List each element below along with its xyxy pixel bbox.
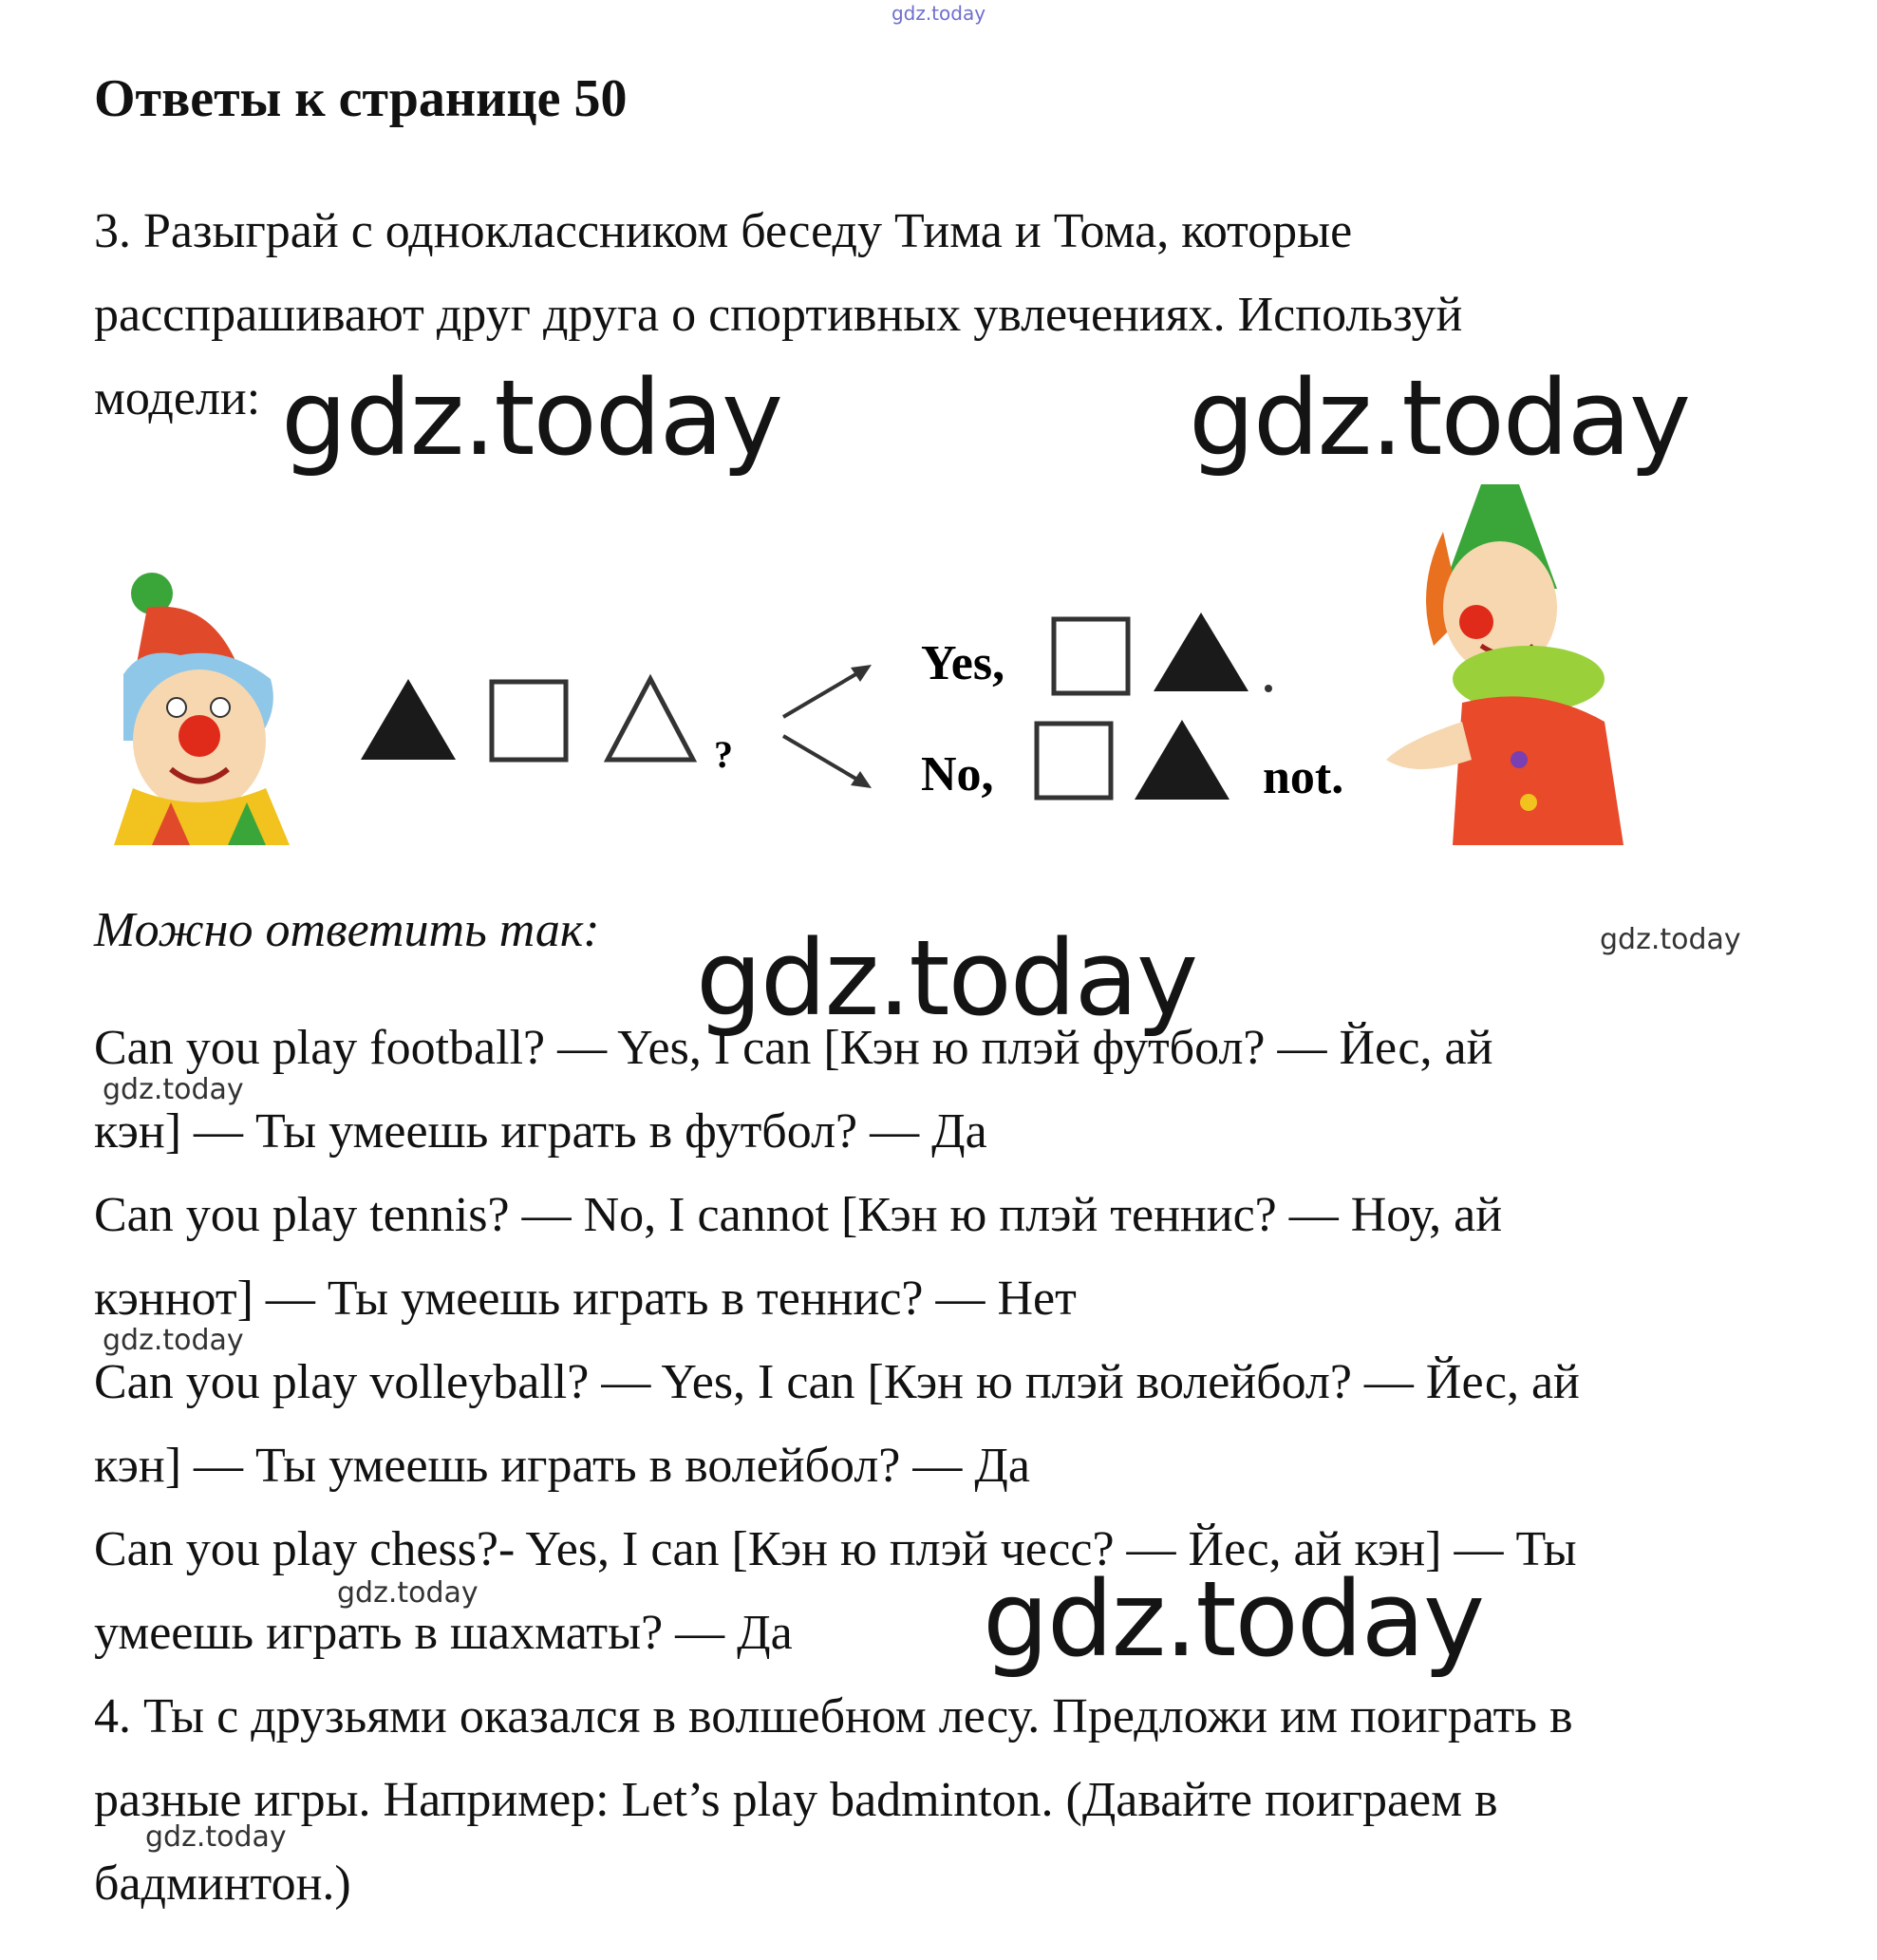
task-4-line: 4. Ты с друзьями оказался в волшебном лесу. Предложи им поиграть в <box>94 1689 1573 1743</box>
watermark-large: gdz.today <box>1189 357 1690 479</box>
filled-triangle-icon <box>361 679 456 760</box>
answer-line: Can you play football? — Yes, I can [Кэн ю плэй футбол? — Йес, ай <box>94 1021 1493 1075</box>
answer-line: кэн] — Ты умеешь играть в волейбол? — Да <box>94 1439 1030 1493</box>
watermark-small: gdz.today <box>145 1820 287 1854</box>
answer-intro: Можно ответить так: <box>94 903 600 957</box>
task-4-line: разные игры. Например: Let’s play badminton. (Давайте поиграем в <box>94 1773 1498 1827</box>
task-3-line: расспрашивают друг друга о спортивных увлечениях. Используй <box>94 288 1463 342</box>
square-icon <box>1037 724 1111 798</box>
watermark-large: gdz.today <box>696 917 1197 1039</box>
task-4-line: бадминтон.) <box>94 1856 351 1911</box>
not-label: not. <box>1263 750 1344 804</box>
task-3-line: модели: <box>94 371 261 425</box>
square-icon <box>1054 619 1128 693</box>
model-diagram <box>95 475 1690 845</box>
watermark-small: gdz.today <box>103 1324 244 1357</box>
answers-block <box>94 1007 1803 1680</box>
answer-line: Can you play volleyball? — Yes, I can [Кэн ю плэй волейбол? — Йес, ай <box>94 1355 1580 1409</box>
no-label: No, <box>921 747 994 801</box>
watermark-large: gdz.today <box>281 357 782 479</box>
answer-line: кэн] — Ты умеешь играть в футбол? — Да <box>94 1104 987 1159</box>
right-clown-illustration <box>1386 484 1624 845</box>
watermark-large: gdz.today <box>983 1558 1484 1680</box>
task-4-text <box>94 1675 1803 1926</box>
question-mark: ? <box>714 733 733 776</box>
answer-line: умеешь играть в шахматы? — Да <box>94 1606 793 1660</box>
filled-triangle-icon <box>1135 720 1229 800</box>
page-title: Ответы к странице 50 <box>94 69 628 128</box>
answer-line: кэннот] — Ты умеешь играть в теннис? — Нет <box>94 1272 1077 1326</box>
outline-triangle-icon <box>608 679 693 760</box>
answer-line: Can you play tennis? — No, I cannot [Кэн ю плэй теннис? — Ноу, ай <box>94 1188 1503 1242</box>
watermark-small: gdz.today <box>1600 923 1741 956</box>
task-3-line: 3. Разыграй с одноклассником беседу Тима и Тома, которые <box>94 204 1353 258</box>
watermark-small: gdz.today <box>103 1073 244 1106</box>
answer-line: Can you play chess?- Yes, I can [Кэн ю плэй чесс? — Йес, ай кэн] — Ты <box>94 1522 1577 1576</box>
filled-triangle-icon <box>1154 612 1248 691</box>
watermark-small: gdz.today <box>337 1576 479 1610</box>
square-icon <box>492 682 566 760</box>
arrow-up <box>783 669 864 717</box>
arrow-down <box>783 736 864 783</box>
watermark-top: gdz.today <box>891 2 986 25</box>
left-clown-illustration <box>114 573 290 845</box>
yes-label: Yes, <box>921 636 1005 690</box>
model-figure <box>95 475 1690 845</box>
